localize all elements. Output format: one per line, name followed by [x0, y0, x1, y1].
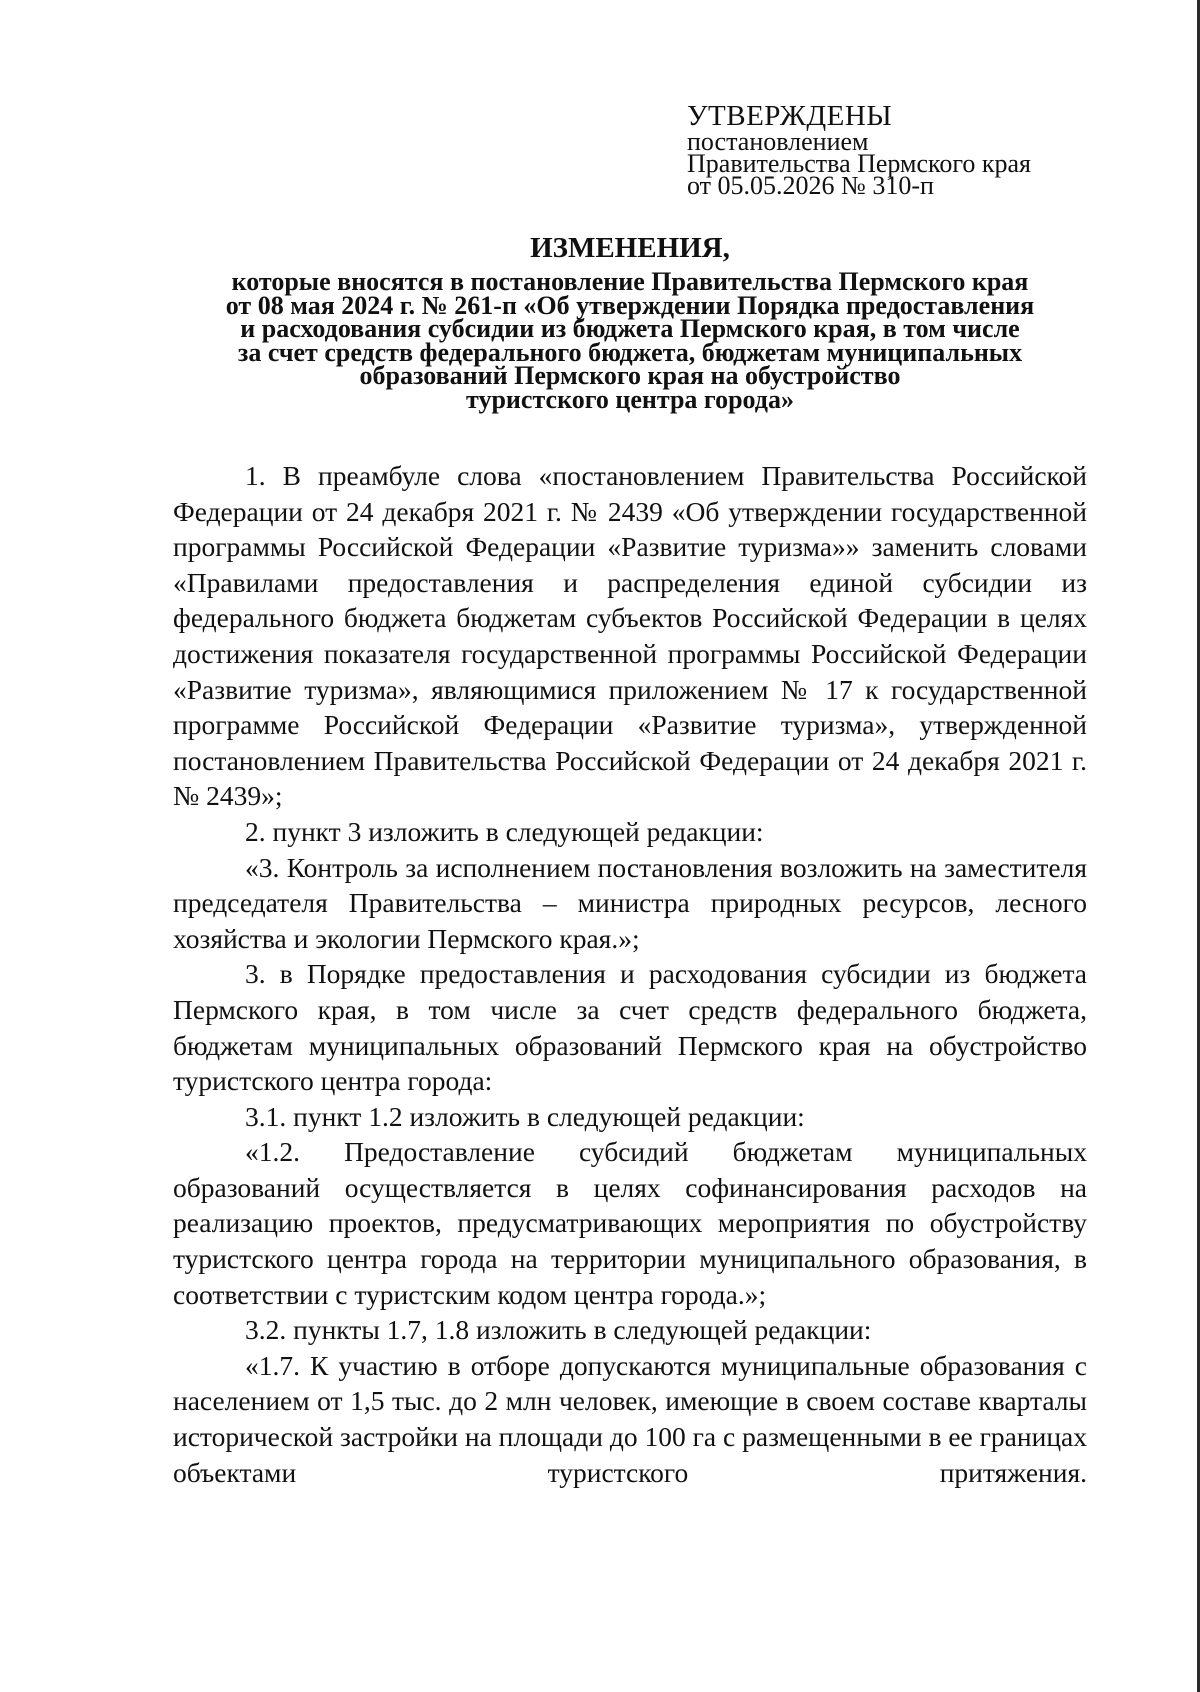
approval-heading: УТВЕРЖДЕНЫ — [687, 100, 893, 132]
paragraph: «1.2. Предоставление субсидий бюджетам муниципальных образований осуществляется в целях софинансирования расходов на реализацию проектов, предусматривающих мероприятия по обустройству туристского центра города на территории муниципального образования, в соответствии с туристским кодом центра города.»; — [173, 1136, 1087, 1310]
subtitle-line: образований Пермского края на обустройство — [359, 361, 901, 390]
paragraph: 1. В преамбуле слова «постановлением Правительства Российской Федерации от 24 декабря 2021 г. № 2439 «Об утверждении государственной программы Российской Федерации «Развитие туризма»» заменить словами «Правилами предоставления и распределения единой субсидии из федерального бюджета бюджетам субъектов Российской Федерации в целях достижения показателя государственной программы Российской Федерации «Развитие туризма», являющимися приложением № 17 к государственной программе Российской Федерации «Развитие туризма», утвержденной постановлением Правительства Российской Федерации от 24 декабря 2021 г. № 2439»; — [173, 460, 1087, 812]
paragraph: 3. в Порядке предоставления и расходования субсидии из бюджета Пермского края, в том числе за счет средств федерального бюджета, бюджетам муниципальных образований Пермского края на обустройство туристского центра города: — [173, 958, 1087, 1097]
document-body — [173, 458, 1087, 1490]
subtitle-line: за счет средств федерального бюджета, бюджетам муниципальных — [237, 337, 1023, 367]
approval-line: Правительства Пермского края — [687, 149, 1031, 178]
subtitle-line: и расходования субсидии из бюджета Пермского края, в том числе — [240, 314, 1020, 343]
paragraph: 3.2. пункты 1.7, 1.8 изложить в следующей редакции: — [245, 1314, 872, 1346]
approval-line: постановлением — [687, 127, 869, 156]
subtitle-line: от 08 мая 2024 г. № 261-п «Об утверждении Порядка предоставления — [225, 290, 1035, 320]
paragraph: 3.1. пункт 1.2 изложить в следующей редакции: — [245, 1100, 805, 1132]
paragraph: «3. Контроль за исполнением постановления возложить на заместителя председателя Правительства – министра природных ресурсов, лесного хозяйства и экологии Пермского края.»; — [173, 851, 1087, 954]
paragraph: 2. пункт 3 изложить в следующей редакции: — [245, 815, 764, 847]
subtitle-line: туристского центра города» — [466, 384, 794, 414]
subtitle-line: которые вносятся в постановление Правительства Пермского края — [231, 267, 1029, 296]
document-subtitle — [170, 267, 1090, 414]
approval-line: от 05.05.2026 № 310-п — [687, 171, 934, 200]
document-title: ИЗМЕНЕНИЯ, — [530, 232, 730, 264]
paragraph: «1.7. К участию в отборе допускаются муниципальные образования с населением от 1,5 тыс. до 2 млн человек, имеющие в своем составе кварталы исторической застройки на площади до 100 га с размещенными в ее границах объектами туристского притяжения. — [173, 1349, 1087, 1488]
approval-stamp — [687, 100, 1157, 200]
